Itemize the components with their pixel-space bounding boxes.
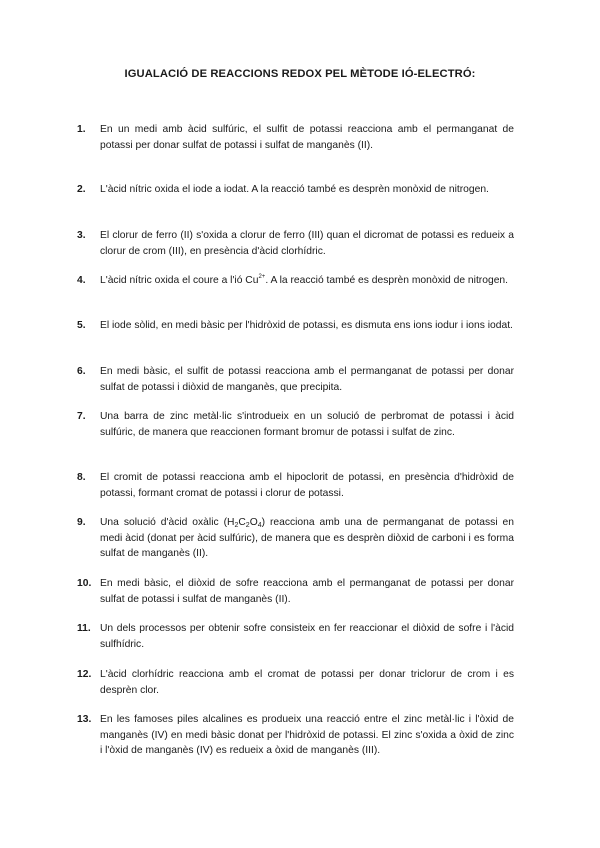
exercise-text: Un dels processos per obtenir sofre consisteix en fer reaccionar el diòxid de sofre i l'àcid sulfhídric. <box>100 623 514 650</box>
exercise-item-12 <box>77 667 514 698</box>
exercise-item-10 <box>77 576 514 607</box>
exercise-number: 8. <box>77 472 86 483</box>
exercise-text: El clorur de ferro (II) s'oxida a clorur de ferro (III) quan el dicromat de potassi es redueix a clorur de crom (III), en presència d'àcid clorhídric. <box>100 230 514 257</box>
exercise-number: 6. <box>77 366 86 377</box>
formula-element: C <box>238 517 246 528</box>
exercise-number: 2. <box>77 184 86 195</box>
exercise-text-start: Una solució d'àcid oxàlic (H <box>100 517 235 528</box>
exercise-number: 13. <box>77 714 92 725</box>
exercise-text: El iode sòlid, en medi bàsic per l'hidròxid de potassi, es dismuta ens ions iodur i ions iodat. <box>100 320 513 331</box>
exercise-number: 10. <box>77 578 92 589</box>
exercise-number: 12. <box>77 669 92 680</box>
exercise-item-7 <box>77 409 514 440</box>
exercise-number: 9. <box>77 517 86 528</box>
exercise-text-end: . A la reacció també es desprèn monòxid de nitrogen. <box>265 275 509 286</box>
exercise-number: 7. <box>77 411 86 422</box>
exercise-text: En medi bàsic, el diòxid de sofre reacciona amb el permanganat de potassi per donar sulfat de potassi i sulfat de manganès (II). <box>100 578 514 605</box>
exercise-item-6 <box>77 364 514 395</box>
exercise-item-3 <box>77 228 514 259</box>
exercise-item-13 <box>77 712 514 759</box>
exercise-number: 3. <box>77 230 86 241</box>
exercise-text: En les famoses piles alcalines es produeix una reacció entre el zinc metàl·lic i l'òxid de manganès (IV) en medi bàsic donat per l'hidròxid de potassi. El zinc s'oxida a òxid de zinc i l'òxid de manganès (IV) es redueix a òxid de manganès (III). <box>100 714 514 756</box>
exercise-number: 1. <box>77 124 86 135</box>
formula-element: O <box>249 517 258 528</box>
exercise-text: En medi bàsic, el sulfit de potassi reacciona amb el permanganat de potassi per donar sulfat de potassi i diòxid de manganès, que precipita. <box>100 366 514 393</box>
formula-subscript: 4 <box>257 522 262 529</box>
exercise-text-end: ) reacciona amb una de permanganat de potassi en medi àcid (donat per àcid sulfúric), de manera que es desprèn diòxid de carboni i es forma sulfat de manganès (II). <box>100 517 514 559</box>
exercise-item-5 <box>77 318 514 334</box>
exercise-item-9 <box>77 515 514 562</box>
exercise-text-start: L'àcid nítric oxida el coure a l'ió Cu <box>100 275 259 286</box>
exercise-text: El cromit de potassi reacciona amb el hipoclorit de potassi, en presència d'hidròxid de potassi, formant cromat de potassi i clorur de potassi. <box>100 472 514 499</box>
document-title: IGUALACIÓ DE REACCIONS REDOX PEL MÈTODE IÓ-ELECTRÓ: <box>124 68 476 80</box>
exercise-text: Una barra de zinc metàl·lic s'introdueix en un solució de perbromat de potassi i àcid sulfúric, de manera que reaccionen formant bromur de potassi i sulfat de zinc. <box>100 411 514 438</box>
exercise-text: L'àcid clorhídric reacciona amb el cromat de potassi per donar triclorur de crom i es desprèn clor. <box>100 669 514 696</box>
exercise-number: 5. <box>77 320 86 331</box>
exercise-item-2 <box>77 182 514 198</box>
formula-subscript: 2 <box>245 522 250 529</box>
exercise-item-4 <box>77 273 514 289</box>
exercise-number: 4. <box>77 275 86 286</box>
exercise-item-1 <box>77 122 514 153</box>
ion-charge-superscript: 2+ <box>258 274 266 280</box>
exercise-number: 11. <box>77 623 91 634</box>
exercise-item-8 <box>77 470 514 501</box>
exercise-item-11 <box>77 621 514 652</box>
formula-subscript: 2 <box>234 522 239 529</box>
exercise-text: En un medi amb àcid sulfúric, el sulfit de potassi reacciona amb el permanganat de potassi per donar sulfat de potassi i sulfat de manganès (II). <box>100 124 514 151</box>
exercise-text: L'àcid nítric oxida el iode a iodat. A la reacció també es desprèn monòxid de nitrogen. <box>100 184 489 195</box>
